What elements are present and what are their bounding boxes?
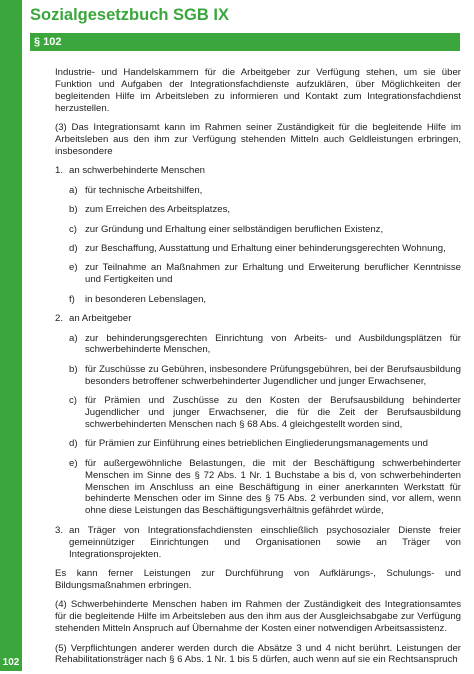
side-color-bar — [0, 0, 22, 671]
sub-text: zur Teilnahme an Maßnahmen zur Erhaltung und Erweiterung beruflicher Kenntnisse und Fertigkeiten und — [85, 262, 461, 286]
sub-item — [69, 458, 461, 518]
paragraph-5: (5) Verpflichtungen anderer werden durch die Absätze 3 und 4 nicht berührt. Leistungen der Rehabilitationsträger nach § 6 Abs. 1 Nr. 1 bis 5 dürfen, auch wenn auf sie ein Rechtsanspruch — [55, 642, 461, 666]
list-text: an schwerbehinderte Menschen — [69, 165, 205, 177]
sub-label: a) — [69, 184, 78, 196]
section-badge: § 102 — [30, 33, 460, 51]
sub-label: c) — [69, 223, 77, 235]
sub-text: zur behinderungsgerechten Einrichtung von Arbeits- und Ausbildungsplätzen für schwerbehinderte Menschen, — [85, 332, 461, 356]
sub-label: a) — [69, 332, 78, 344]
sub-label: c) — [69, 395, 77, 407]
sub-text: zur Beschaffung, Ausstattung und Erhaltung einer behinderungsgerechten Wohnung, — [85, 242, 446, 254]
intro-paragraph: Industrie- und Handelskammern für die Arbeitgeber zur Verfügung stehen, um sie über Funktion und Aufgaben der Integrationsfachdienste aufzuklären, über Möglichkeiten der begleitenden Hilfe im Arbeitsleben zu informieren und Kontakt zum Integrationsfachdienst herzustellen. — [55, 67, 461, 114]
list-item-3 — [55, 525, 461, 561]
sub-label: d) — [69, 242, 78, 254]
sub-text: für außergewöhnliche Belastungen, die mit der Beschäftigung schwerbehinderter Menschen im Sinne des § 72 Abs. 1 Nr. 1 Buchstabe a bis d, von schwerbehinderten Menschen im Anschluss an eine Beschäftigung in einer anerkannten Werkstatt für behinderte Menschen oder im Sinne des § 75 Abs. 2 verbunden sind, vor allem, wenn ohne diese Leistungen das Beschäftigungsverhältnis gefährdet würde, — [85, 457, 461, 517]
sub-label: f) — [69, 293, 75, 305]
sub-text: für Prämien zur Einführung eines betrieblichen Eingliederungsmanagements und — [85, 438, 428, 450]
sub-item — [69, 243, 461, 255]
sub-text: für Zuschüsse zu Gebühren, insbesondere Prüfungsgebühren, bei der Berufsausbildung besonders betroffener schwerbehinderter Jugendlicher und junger Erwachsener, — [85, 363, 461, 387]
sub-item — [69, 204, 461, 216]
sub-label: b) — [69, 363, 78, 375]
sub-label: e) — [69, 457, 78, 469]
sub-item — [69, 185, 461, 197]
sub-item — [69, 438, 461, 450]
list-label: 3. — [55, 524, 64, 536]
sub-label: e) — [69, 262, 78, 274]
sub-item — [69, 294, 461, 306]
list-text: an Träger von Integrationsfachdiensten einschließlich psychosozialer Dienste freier gemeinnütziger Einrichtungen und Organisationen sowie an Träger von Integrationsprojekten. — [69, 524, 461, 560]
sub-item — [69, 262, 461, 286]
sub-item — [69, 333, 461, 357]
page-title: Sozialgesetzbuch SGB IX — [30, 6, 229, 24]
sub-text: für Prämien und Zuschüsse zu den Kosten der Berufsausbildung behinderter Jugendlicher und junger Erwachsener, die für die Zeit der Berufsausbildung schwerbehinderten Menschen nach § 68 Abs. 4 gleichgestellt worden sind, — [85, 395, 461, 430]
list-item-2 — [55, 313, 461, 325]
page-number: 102 — [2, 657, 20, 668]
list-item-1 — [55, 165, 461, 177]
sub-text: zur Gründung und Erhaltung einer selbständigen beruflichen Existenz, — [85, 223, 384, 235]
paragraph-4: (4) Schwerbehinderte Menschen haben im Rahmen der Zuständigkeit des Integrationsamtes für die begleitende Hilfe im Arbeitsleben aus den ihm aus der Ausgleichsabgabe zur Verfügung stehenden Mitteln Anspruch auf Übernahme der Kosten einer notwendigen Arbeitsassistenz. — [55, 599, 461, 635]
list-label: 1. — [55, 165, 64, 177]
sub-text: für technische Arbeitshilfen, — [85, 184, 203, 196]
sub-item — [69, 395, 461, 431]
paragraph-after-list: Es kann ferner Leistungen zur Durchführung von Aufklärungs-, Schulungs- und Bildungsmaßnahmen erbringen. — [55, 568, 461, 591]
list-text: an Arbeitgeber — [69, 313, 132, 325]
sub-label: d) — [69, 438, 78, 450]
sub-label: b) — [69, 204, 78, 216]
sub-item — [69, 364, 461, 388]
document-body — [55, 67, 461, 674]
paragraph-3: (3) Das Integrationsamt kann im Rahmen seiner Zuständigkeit für die begleitende Hilfe im Arbeitsleben aus den ihm zur Verfügung stehenden Mitteln auch Geldleistungen erbringen, insbesondere — [55, 122, 461, 157]
sub-item — [69, 224, 461, 236]
list-label: 2. — [55, 313, 64, 325]
sub-text: in besonderen Lebenslagen, — [85, 293, 207, 305]
sub-text: zum Erreichen des Arbeitsplatzes, — [85, 204, 231, 216]
